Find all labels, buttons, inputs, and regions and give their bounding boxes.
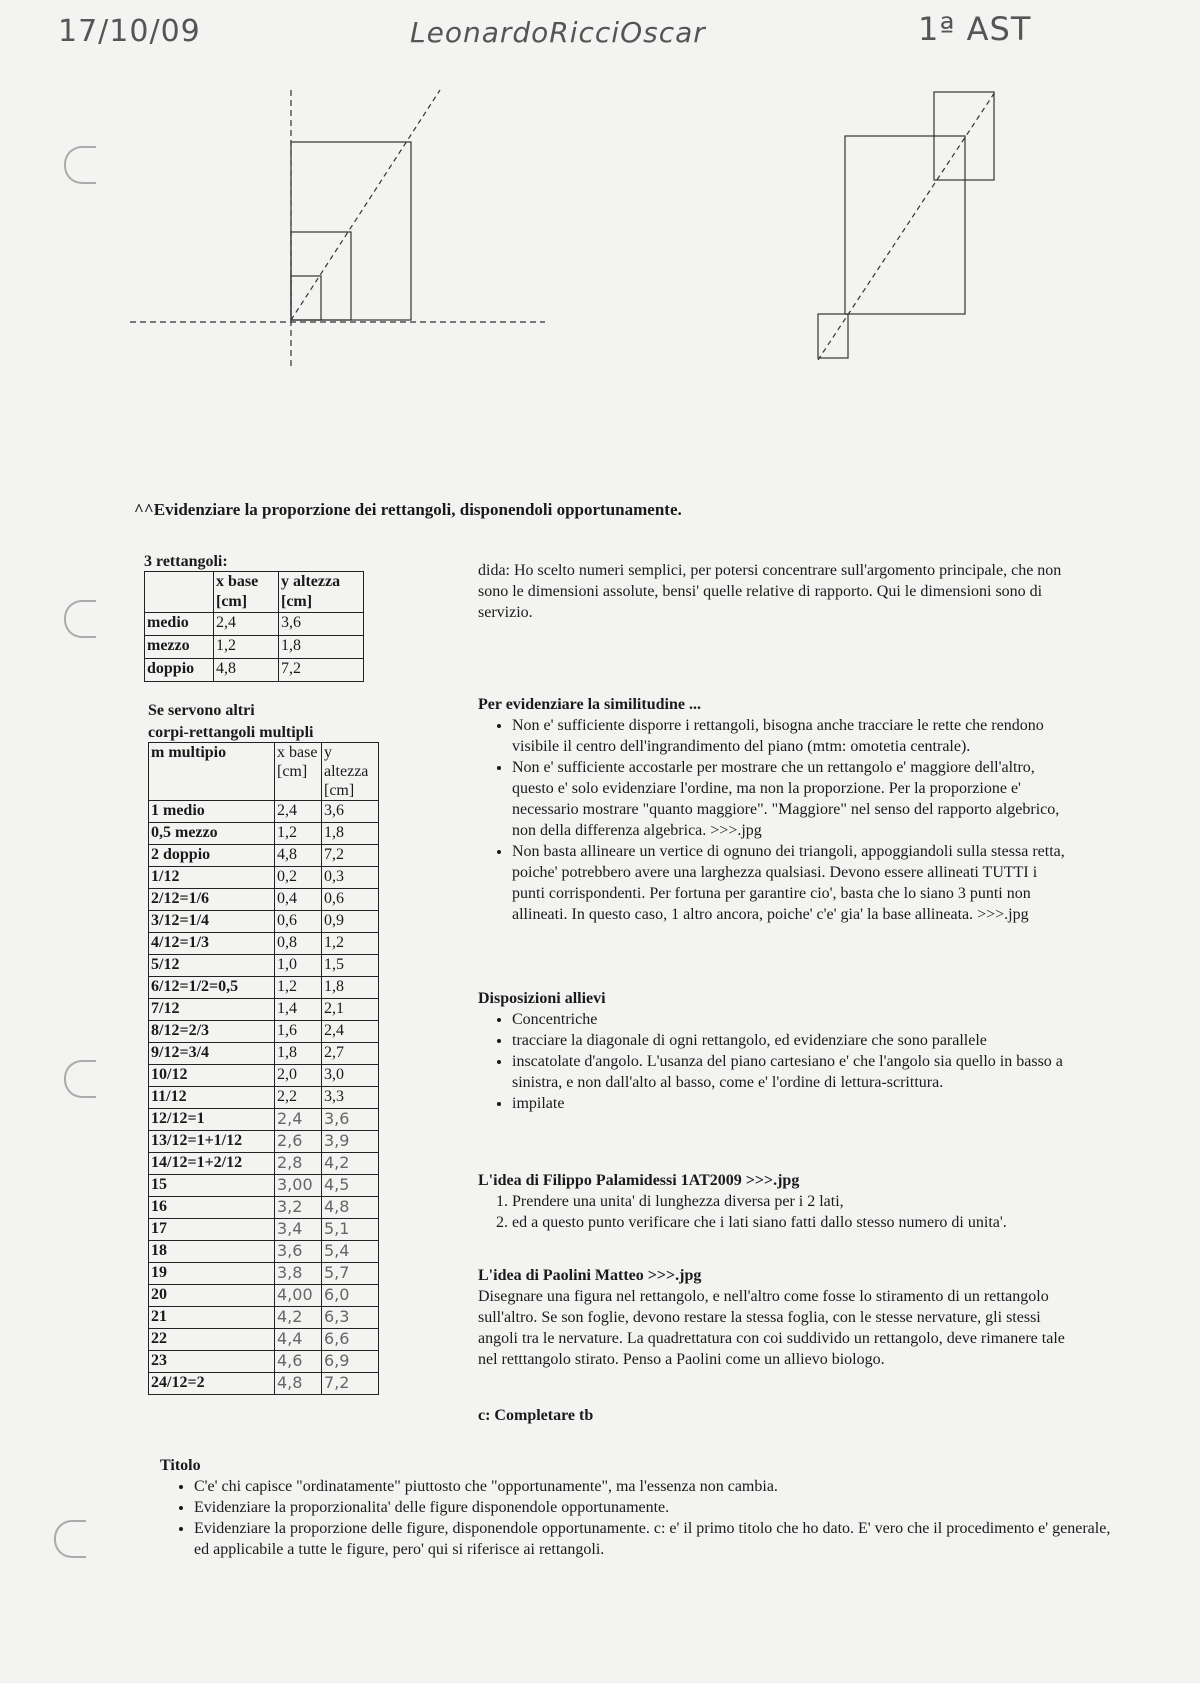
x-value: 4,8 bbox=[275, 845, 322, 867]
table-row bbox=[149, 1065, 379, 1087]
table2-caption-line: corpi-rettangoli multipli bbox=[148, 724, 314, 741]
row-label: 6/12=1/2=0,5 bbox=[149, 977, 275, 999]
list-item: • inscatolate d'angolo. L'usanza del piano cartesiano e' che l'angolo sia quello in basso a sinistra, e non dall'alto al basso, come e' l'ordine di lettura-scrittura. bbox=[512, 1051, 1068, 1093]
y-value: 0,3 bbox=[322, 867, 379, 889]
table-row bbox=[149, 1373, 379, 1395]
y-value: 1,8 bbox=[322, 823, 379, 845]
row-label: 3/12=1/4 bbox=[149, 911, 275, 933]
table-row bbox=[149, 845, 379, 867]
list-item: • Evidenziare la proporzionalita' delle figure disponendole opportunamente. bbox=[194, 1497, 1120, 1518]
table-row bbox=[149, 1109, 379, 1131]
x-value: 0,2 bbox=[275, 867, 322, 889]
y-value: 4,2 bbox=[322, 1153, 379, 1175]
x-value: 2,4 bbox=[275, 1109, 322, 1131]
table-header-row bbox=[149, 743, 379, 801]
table-row bbox=[149, 1219, 379, 1241]
section-heading: Per evidenziare la similitudine ... bbox=[478, 696, 701, 713]
row-label: 1/12 bbox=[149, 867, 275, 889]
y-value: 7,2 bbox=[322, 1373, 379, 1395]
header-cell: y altezza [cm] bbox=[279, 572, 364, 613]
row-label: 21 bbox=[149, 1307, 275, 1329]
x-value: 2,0 bbox=[275, 1065, 322, 1087]
table-row bbox=[145, 659, 364, 682]
row-label: 17 bbox=[149, 1219, 275, 1241]
table-row bbox=[145, 636, 364, 659]
x-value: 4,6 bbox=[275, 1351, 322, 1373]
x-value: 2,4 bbox=[214, 613, 279, 636]
row-label: doppio bbox=[145, 659, 214, 682]
section-heading: L'idea di Filippo Palamidessi 1AT2009 >>>.jpg bbox=[478, 1172, 800, 1189]
list-item: • impilate bbox=[512, 1093, 1068, 1114]
y-value: 5,1 bbox=[322, 1219, 379, 1241]
row-label: 20 bbox=[149, 1285, 275, 1307]
row-label: 23 bbox=[149, 1351, 275, 1373]
completare-note bbox=[478, 1405, 1068, 1426]
table-row bbox=[149, 823, 379, 845]
x-value: 0,6 bbox=[275, 911, 322, 933]
punch-hole bbox=[54, 1520, 86, 1558]
section-titolo bbox=[160, 1455, 1120, 1560]
row-label: 9/12=3/4 bbox=[149, 1043, 275, 1065]
y-value: 4,5 bbox=[322, 1175, 379, 1197]
y-value: 0,6 bbox=[322, 889, 379, 911]
row-label: 19 bbox=[149, 1263, 275, 1285]
punch-hole bbox=[64, 600, 96, 638]
row-label: mezzo bbox=[145, 636, 214, 659]
table-row bbox=[149, 911, 379, 933]
list-item: 2. ed a questo punto verificare che i lati siano fatti dallo stesso numero di unita'. bbox=[512, 1212, 1068, 1233]
list-item: • Evidenziare la proporzione delle figure, disponendole opportunamente. c: e' il primo titolo che ho dato. E' vero che il procedimento e' generale, ed applicabile a tutte le figure, pero' qui si riferisce ai rettangoli. bbox=[194, 1518, 1120, 1560]
section-heading: Disposizioni allievi bbox=[478, 990, 606, 1007]
row-label: 13/12=1+1/12 bbox=[149, 1131, 275, 1153]
list-item: • tracciare la diagonale di ogni rettangolo, ed evidenziare che sono parallele bbox=[512, 1030, 1068, 1051]
y-value: 5,7 bbox=[322, 1263, 379, 1285]
rectangle-large bbox=[845, 136, 965, 314]
list-item: • Non basta allineare un vertice di ognuno dei triangoli, appoggiandoli sulla stessa retta, poiche' potrebbero avere una larghezza qualsiasi. Devono essere allineati TUTTI i punti corrispondenti. Per fortuna per garantire cio', basta che lo siano 3 punti non allineati. In questo caso, 1 altro ancora, poiche' c'e' gia' la base allineata. >>>.jpg bbox=[512, 841, 1068, 925]
y-value: 3,6 bbox=[322, 801, 379, 823]
table-row bbox=[149, 889, 379, 911]
section-heading: c: Completare tb bbox=[478, 1407, 594, 1424]
dida-paragraph: dida: Ho scelto numeri semplici, per potersi concentrare sull'argomento principale, che non sono le dimensioni assolute, bensi' quelle relative di rapporto. Qui le dimensioni sono di servizio. bbox=[478, 562, 1062, 621]
row-label: 2/12=1/6 bbox=[149, 889, 275, 911]
x-value: 1,6 bbox=[275, 1021, 322, 1043]
row-label: 0,5 mezzo bbox=[149, 823, 275, 845]
header-cell: x base [cm] bbox=[275, 743, 322, 801]
list-item: • Non e' sufficiente disporre i rettangoli, bisogna anche tracciare le rette che rendono visibile il centro dell'ingrandimento del piano (mtm: omotetia centrale). bbox=[512, 715, 1068, 757]
table2-caption bbox=[148, 700, 313, 744]
x-value: 4,8 bbox=[214, 659, 279, 682]
y-value: 1,8 bbox=[279, 636, 364, 659]
section-heading: Titolo bbox=[160, 1457, 201, 1474]
rectangle-small bbox=[291, 276, 321, 320]
y-value: 5,4 bbox=[322, 1241, 379, 1263]
x-value: 1,2 bbox=[214, 636, 279, 659]
section-filippo bbox=[478, 1170, 1068, 1233]
table-three-rectangles bbox=[144, 571, 364, 682]
y-value: 0,9 bbox=[322, 911, 379, 933]
row-label: 24/12=2 bbox=[149, 1373, 275, 1395]
row-label: 1 medio bbox=[149, 801, 275, 823]
table-row bbox=[149, 933, 379, 955]
table-row bbox=[149, 1307, 379, 1329]
row-label: 4/12=1/3 bbox=[149, 933, 275, 955]
x-value: 1,0 bbox=[275, 955, 322, 977]
x-value: 4,00 bbox=[275, 1285, 322, 1307]
x-value: 0,4 bbox=[275, 889, 322, 911]
x-value: 2,8 bbox=[275, 1153, 322, 1175]
x-value: 3,6 bbox=[275, 1241, 322, 1263]
row-label: 22 bbox=[149, 1329, 275, 1351]
table-row bbox=[145, 613, 364, 636]
table-row bbox=[149, 1329, 379, 1351]
x-value: 3,4 bbox=[275, 1219, 322, 1241]
row-label: 14/12=1+2/12 bbox=[149, 1153, 275, 1175]
x-value: 1,2 bbox=[275, 977, 322, 999]
table-row bbox=[149, 801, 379, 823]
row-label: medio bbox=[145, 613, 214, 636]
table-multiple-rectangles bbox=[148, 742, 379, 1395]
x-value: 2,2 bbox=[275, 1087, 322, 1109]
table-row bbox=[149, 1285, 379, 1307]
row-label: 12/12=1 bbox=[149, 1109, 275, 1131]
header-cell bbox=[145, 572, 214, 613]
table-header-row bbox=[145, 572, 364, 613]
y-value: 6,6 bbox=[322, 1329, 379, 1351]
rectangles-sketch bbox=[0, 60, 1200, 400]
list-item: 1. Prendere una unita' di lunghezza diversa per i 2 lati, bbox=[512, 1191, 1068, 1212]
x-value: 2,6 bbox=[275, 1131, 322, 1153]
y-value: 1,5 bbox=[322, 955, 379, 977]
x-value: 1,2 bbox=[275, 823, 322, 845]
row-label: 10/12 bbox=[149, 1065, 275, 1087]
list-item: • Concentriche bbox=[512, 1009, 1068, 1030]
row-label: 8/12=2/3 bbox=[149, 1021, 275, 1043]
x-value: 1,8 bbox=[275, 1043, 322, 1065]
y-value: 3,6 bbox=[279, 613, 364, 636]
table-row bbox=[149, 1241, 379, 1263]
handwritten-class: 1ª AST bbox=[918, 10, 1032, 48]
table-row bbox=[149, 1021, 379, 1043]
y-value: 1,8 bbox=[322, 977, 379, 999]
x-value: 4,2 bbox=[275, 1307, 322, 1329]
table-row bbox=[149, 1197, 379, 1219]
header-cell: y altezza [cm] bbox=[322, 743, 379, 801]
table-row bbox=[149, 1263, 379, 1285]
section-text: Disegnare una figura nel rettangolo, e nell'altro come fosse lo stiramento di un rettangolo sull'altro. Se son foglie, devono restare la stessa foglia, con le stesse nervature, gli stessi angoli tra le nervature. La quadrettatura con coi suddivido un rettangolo, deve rimanere tale nel retttangolo stirato. Penso a Paolini come un allievo biologo. bbox=[478, 1288, 1065, 1368]
row-label: 2 doppio bbox=[149, 845, 275, 867]
section-similitudine bbox=[478, 694, 1068, 925]
section-paolini bbox=[478, 1265, 1068, 1370]
y-value: 1,2 bbox=[322, 933, 379, 955]
table-row bbox=[149, 1087, 379, 1109]
y-value: 6,3 bbox=[322, 1307, 379, 1329]
row-label: 5/12 bbox=[149, 955, 275, 977]
header-cell: m multipio bbox=[149, 743, 275, 801]
header-cell: x base [cm] bbox=[214, 572, 279, 613]
diagonal-line bbox=[291, 90, 440, 320]
handwritten-date: 17/10/09 bbox=[58, 14, 201, 49]
list-item: • C'e' chi capisce "ordinatamente" piuttosto che "opportunamente", ma l'essenza non cambia. bbox=[194, 1476, 1120, 1497]
table2-caption-line: Se servono altri bbox=[148, 702, 255, 719]
y-value: 7,2 bbox=[279, 659, 364, 682]
table-row bbox=[149, 977, 379, 999]
row-label: 16 bbox=[149, 1197, 275, 1219]
x-value: 4,4 bbox=[275, 1329, 322, 1351]
handwritten-name: LeonardoRicciOscar bbox=[410, 16, 706, 49]
y-value: 3,3 bbox=[322, 1087, 379, 1109]
x-value: 3,8 bbox=[275, 1263, 322, 1285]
x-value: 3,00 bbox=[275, 1175, 322, 1197]
table-row bbox=[149, 1131, 379, 1153]
row-label: 15 bbox=[149, 1175, 275, 1197]
punch-hole bbox=[64, 1060, 96, 1098]
table-row bbox=[149, 1043, 379, 1065]
table-row bbox=[149, 955, 379, 977]
y-value: 3,6 bbox=[322, 1109, 379, 1131]
x-value: 2,4 bbox=[275, 801, 322, 823]
section-heading: L'idea di Paolini Matteo >>>.jpg bbox=[478, 1267, 702, 1284]
x-value: 3,2 bbox=[275, 1197, 322, 1219]
row-label: 11/12 bbox=[149, 1087, 275, 1109]
row-label: 7/12 bbox=[149, 999, 275, 1021]
table-row bbox=[149, 867, 379, 889]
x-value: 1,4 bbox=[275, 999, 322, 1021]
exercise-title: ^^Evidenziare la proporzione dei rettangoli, disponendoli opportunamente. bbox=[134, 500, 682, 519]
x-value: 4,8 bbox=[275, 1373, 322, 1395]
section-disposizioni bbox=[478, 988, 1068, 1114]
list-item: • Non e' sufficiente accostarle per mostrare che un rettangolo e' maggiore dell'altro, questo e' solo evidenziare l'ordine, ma non la proporzione. Per la proporzione e' necessario mostrare "quanto maggiore". "Maggiore" nel senso del rapporto algebrico, non della differenza algebrica. >>>.jpg bbox=[512, 757, 1068, 841]
y-value: 3,9 bbox=[322, 1131, 379, 1153]
y-value: 2,4 bbox=[322, 1021, 379, 1043]
y-value: 3,0 bbox=[322, 1065, 379, 1087]
y-value: 6,0 bbox=[322, 1285, 379, 1307]
row-label: 18 bbox=[149, 1241, 275, 1263]
table-row bbox=[149, 1153, 379, 1175]
y-value: 2,7 bbox=[322, 1043, 379, 1065]
y-value: 4,8 bbox=[322, 1197, 379, 1219]
y-value: 2,1 bbox=[322, 999, 379, 1021]
y-value: 7,2 bbox=[322, 845, 379, 867]
table-row bbox=[149, 1175, 379, 1197]
table-row bbox=[149, 1351, 379, 1373]
table1-caption: 3 rettangoli: bbox=[144, 553, 228, 570]
table-row bbox=[149, 999, 379, 1021]
y-value: 6,9 bbox=[322, 1351, 379, 1373]
x-value: 0,8 bbox=[275, 933, 322, 955]
